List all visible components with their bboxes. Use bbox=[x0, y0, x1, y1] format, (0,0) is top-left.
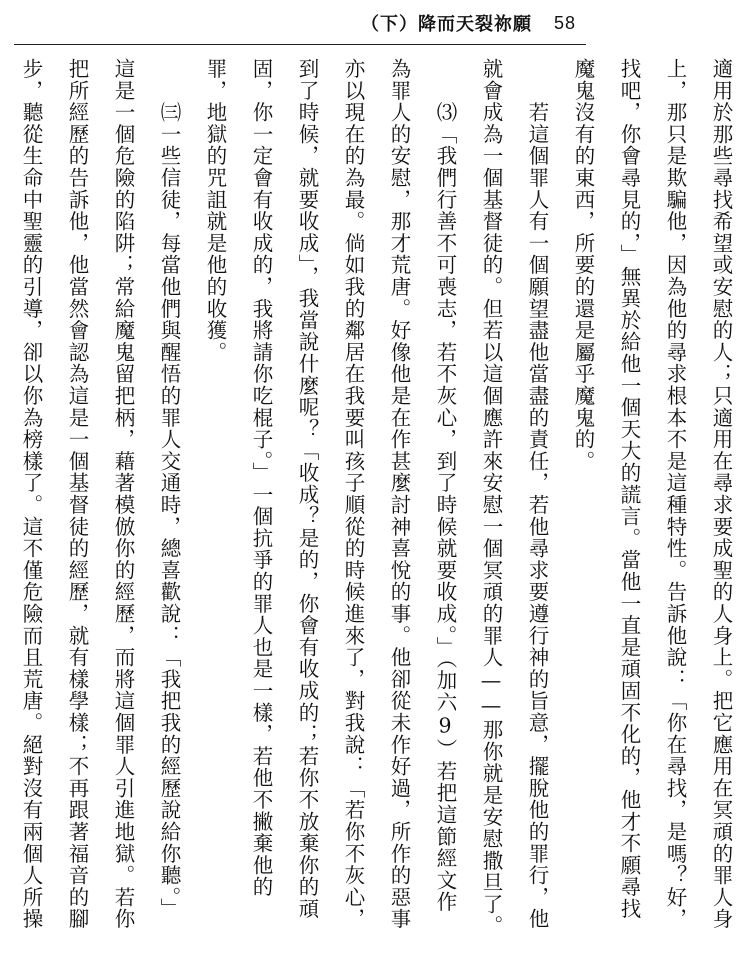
page-number: 58 bbox=[553, 12, 576, 33]
body-text: 適用於那些尋找希望或安慰的人；只適用在尋求要成聖的人身上。把它應用在冥頑的罪人身 上，那只是欺騙他，因為他的尋求根本不是這種特性。告訴他說：「你在尋找，是嗎？好， 找吧，你會尋見的，」無異於給他一個天大的謊言。當他一直是頑固不化的，他才不願尋找 魔鬼沒有的東西，所要的還是屬乎魔鬼的。 若這個罪人有一個願望盡他當盡的責任，若他尋求要遵行神的旨意，擺脫他的罪行，他 就會成為一個基督徒的。但若以這個應許來安慰一個冥頑的罪人——那你就是安慰撒旦了。 ⑶「我們行善不可喪志，若不灰心，到了時候就要收成。」（加六9）若把這節經文作 為罪人的安慰，那才荒唐。好像他是在作甚麼討神喜悅的事。他卻從未作好過，所作的惡事 亦以現在的為最。倘如我的鄰居在我要叫孩子順從的時候進來了，對我說：「若你不灰心， 到了時候，就要收成」，我當說什麼呢？「收成？是的，你會有收成的；若你不放棄你的頑 固，你一定會有收成的，我將請你吃棍子。」一個抗爭的罪人也是一樣，若他不撇棄他的 罪，地獄的咒詛就是他的收獲。 ㈢一些信徒，每當他們與醒悟的罪人交通時，總喜歡說：「我把我的經歷說給你聽。」 這是一個危險的陷阱；常給魔鬼留把柄，藉著模倣你的經歷，而將這個罪人引進地獄。若你 把所經歷的告訴他，他當然會認為這是一個基督徒的經歷，就有樣學樣；不再跟著福音的腳 步，聽從生命中聖靈的引導，卻以你為榜樣了。這不僅危險而且荒唐。絕對沒有兩個人所操 bbox=[19, 58, 733, 937]
header-divider bbox=[14, 44, 586, 45]
page-body bbox=[8, 58, 733, 950]
running-header bbox=[361, 8, 576, 38]
chapter-title: （下）降而天裂祢願 bbox=[360, 14, 532, 35]
